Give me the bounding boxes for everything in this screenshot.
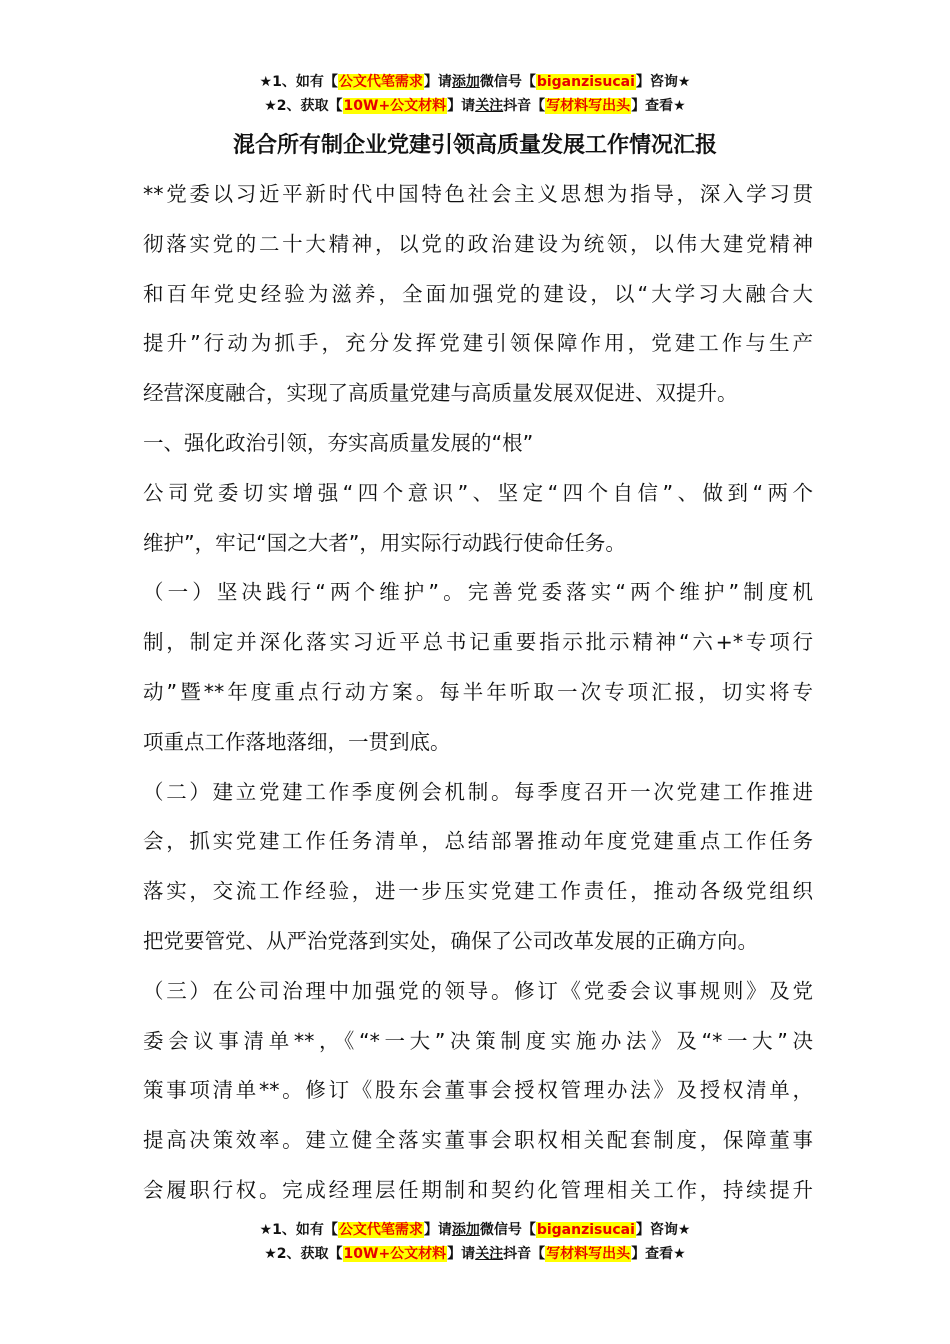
banner-underlined-text: 关注 (475, 98, 504, 114)
body-line: 制，制定并深化落实习近平总书记重要指示批示精神“六+*专项行 (143, 630, 813, 655)
document-title: 混合所有制企业党建引领高质量发展工作情况汇报 (232, 133, 717, 158)
body-line: 把党要管党、从严治党落到实处，确保了公司改革发展的正确方向。 (143, 928, 758, 953)
body-line: 策事项清单**。修订《股东会董事会授权管理办法》及授权清单， (143, 1078, 813, 1103)
banner-highlight: 公文代笔需求 (338, 74, 423, 90)
body-line: 和百年党史经验为滋养，全面加强党的建设，以“大学习大融合大 (143, 281, 813, 306)
banner-text: 微信号【 (479, 74, 536, 90)
banner-line-2 (0, 1242, 950, 1266)
body-line: 项重点工作落地落细，一贯到底。 (143, 729, 451, 754)
banner-text: ★1、如有【 (259, 74, 338, 90)
header-banner (0, 70, 950, 118)
banner-text: 抖音【 (503, 1246, 546, 1262)
section-heading: 一、强化政治引领，夯实高质量发展的“根” (143, 430, 534, 455)
banner-text: 抖音【 (503, 98, 546, 114)
banner-text: 】咨询★ (635, 74, 691, 90)
banner-text: 】咨询★ (635, 1222, 691, 1238)
body-line: 落实，交流工作经验，进一步压实党建工作责任，推动各级党组织 (143, 879, 813, 904)
body-line: 会履职行权。完成经理层任期制和契约化管理相关工作，持续提升 (143, 1177, 813, 1202)
banner-text: ★2、获取【 (264, 1246, 343, 1262)
banner-underlined-text: 添加 (451, 1222, 480, 1238)
banner-highlight: biganzisucai (536, 1222, 635, 1238)
banner-line-1 (0, 1218, 950, 1242)
body-line: 维护”，牢记“国之大者”，用实际行动践行使命任务。 (143, 530, 626, 555)
banner-text: 】请 (423, 74, 452, 90)
document-body (143, 170, 813, 1216)
body-line: （三）在公司治理中加强党的领导。修订《党委会议事规则》及党 (143, 978, 813, 1003)
banner-line-2 (0, 94, 950, 118)
body-line: 会，抓实党建工作任务清单，总结部署推动年度党建重点工作任务 (143, 829, 813, 854)
banner-highlight: 写材料写出头 (546, 1246, 631, 1262)
body-line: **党委以习近平新时代中国特色社会主义思想为指导，深入学习贯 (143, 182, 813, 206)
banner-text: 】请 (447, 1246, 476, 1262)
body-line: 提升”行动为抓手，充分发挥党建引领保障作用，党建工作与生产 (143, 331, 813, 356)
body-line: 彻落实党的二十大精神，以党的政治建设为统领，以伟大建党精神 (143, 231, 813, 256)
body-line: 委会议事清单**，《“*一大”决策制度实施办法》及“*一大”决 (143, 1028, 813, 1053)
banner-highlight: 写材料写出头 (546, 98, 631, 114)
banner-text: 微信号【 (479, 1222, 536, 1238)
body-line: （二）建立党建工作季度例会机制。每季度召开一次党建工作推进 (143, 779, 813, 804)
banner-highlight: 10W+公文材料 (343, 1246, 447, 1262)
body-line: 提高决策效率。建立健全落实董事会职权相关配套制度，保障董事 (143, 1128, 813, 1153)
footer-banner (0, 1218, 950, 1266)
banner-highlight: 公文代笔需求 (338, 1222, 423, 1238)
banner-text: 】查看★ (631, 98, 686, 114)
banner-text: 】查看★ (631, 1246, 686, 1262)
banner-text: ★1、如有【 (259, 1222, 338, 1238)
banner-highlight: biganzisucai (536, 74, 635, 90)
banner-highlight: 10W+公文材料 (343, 98, 447, 114)
banner-text: 】请 (447, 98, 476, 114)
banner-text: 】请 (423, 1222, 452, 1238)
banner-text: ★2、获取【 (264, 98, 343, 114)
banner-line-1 (0, 70, 950, 94)
body-line: 公司党委切实增强“四个意识”、坚定“四个自信”、做到“两个 (143, 480, 813, 505)
banner-underlined-text: 添加 (451, 74, 480, 90)
body-line: 动”暨**年度重点行动方案。每半年听取一次专项汇报，切实将专 (143, 679, 813, 704)
banner-underlined-text: 关注 (475, 1246, 504, 1262)
body-line: 经营深度融合，实现了高质量党建与高质量发展双促进、双提升。 (143, 381, 738, 406)
body-line: （一）坚决践行“两个维护”。完善党委落实“两个维护”制度机 (143, 580, 813, 605)
